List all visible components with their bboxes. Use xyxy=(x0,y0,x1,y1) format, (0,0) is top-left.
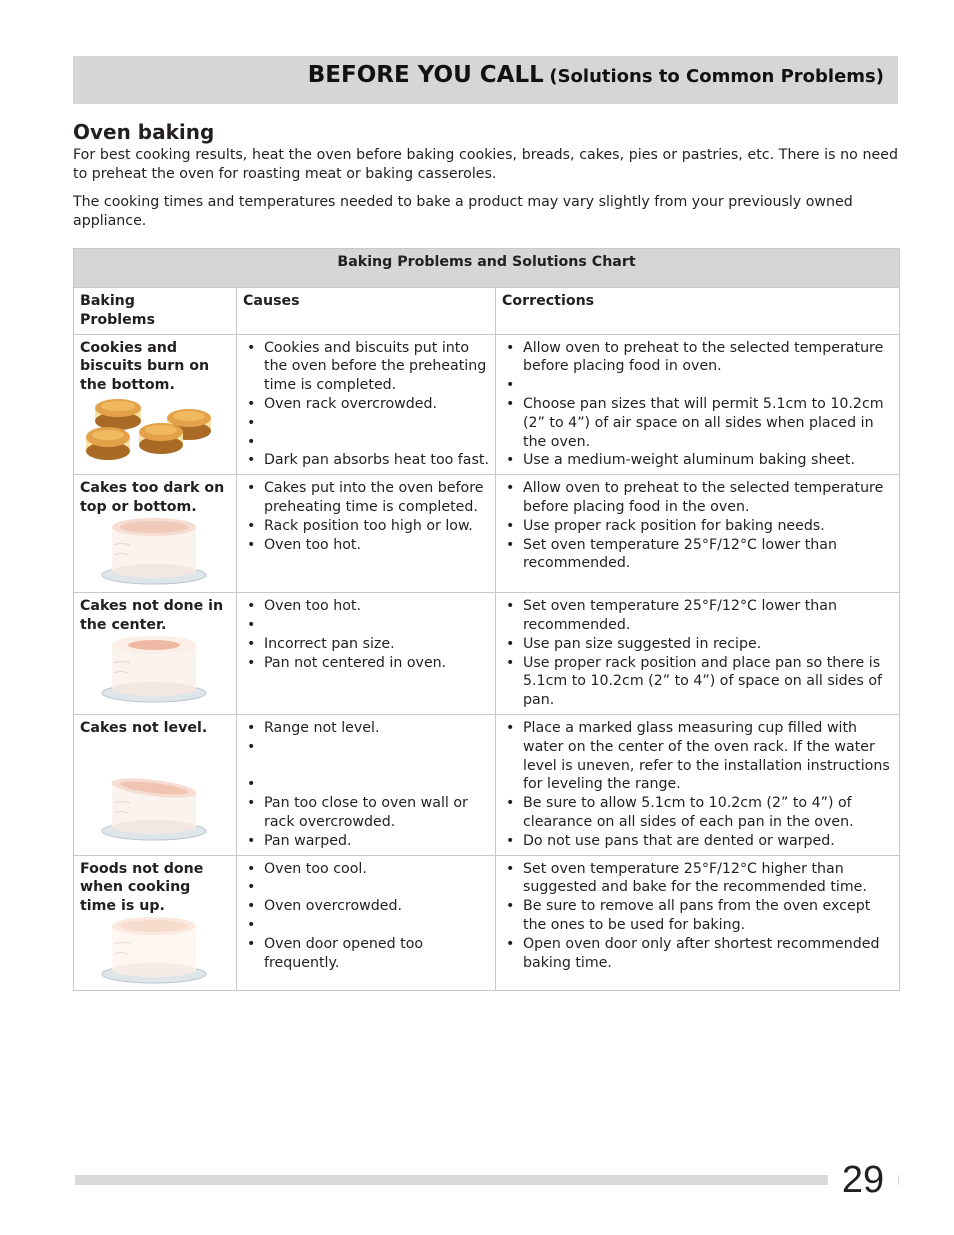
corrections-cell xyxy=(496,855,900,990)
list-item: • Oven too hot. xyxy=(243,597,489,616)
list-item: • Range not level. xyxy=(243,719,489,738)
table-row xyxy=(74,475,900,593)
header-bar xyxy=(73,56,898,104)
tilted-cake-icon xyxy=(100,771,210,841)
list-item: • Do not use pans that are dented or warped. xyxy=(502,832,893,851)
list-item: • Use proper rack position and place pan so there is 5.1cm to 10.2cm (2” to 4”) of space on all sides of pan. xyxy=(502,654,893,710)
list-item: • Set oven temperature 25°F/12°C lower than recommended. xyxy=(502,597,893,635)
table-row xyxy=(74,714,900,855)
intro-paragraph: For best cooking results, heat the oven before baking cookies, breads, cakes, pies or pastries, etc. There is no need to preheat the oven for roasting meat or baking casseroles. xyxy=(73,147,898,182)
list-item: • Allow oven to preheat to the selected temperature before placing food in oven. xyxy=(502,339,893,377)
page-title-main: BEFORE YOU CALL xyxy=(307,62,544,88)
problem-label: Cookies and biscuits burn on the bottom. xyxy=(80,339,210,394)
list-item: • Pan too close to oven wall or rack overcrowded. xyxy=(243,794,489,832)
list-item: • Use a medium-weight aluminum baking sheet. xyxy=(502,451,893,470)
spacer xyxy=(243,433,489,452)
list-item: • Oven too cool. xyxy=(243,860,489,879)
list-item: • Set oven temperature 25°F/12°C lower than recommended. xyxy=(502,536,893,574)
causes-cell xyxy=(237,334,496,475)
list-item: • Choose pan sizes that will permit 5.1cm to 10.2cm (2” to 4”) of air space on all sides when placed in the oven. xyxy=(502,395,893,451)
spacer xyxy=(243,414,489,433)
table-row xyxy=(74,855,900,990)
causes-cell xyxy=(237,593,496,715)
list-item: • Be sure to allow 5.1cm to 10.2cm (2” to 4”) of clearance on all sides of each pan in the oven. xyxy=(502,794,893,832)
cooking-times-paragraph: The cooking times and temperatures needed to bake a product may vary slightly from your previously owned appliance. xyxy=(73,194,853,229)
list-item: • Allow oven to preheat to the selected temperature before placing food in the oven. xyxy=(502,479,893,517)
corrections-cell xyxy=(496,334,900,475)
chart-title: Baking Problems and Solutions Chart xyxy=(74,249,900,288)
list-item: • Place a marked glass measuring cup filled with water on the center of the oven rack. If the water level is uneven, refer to the installation instructions for leveling the range. xyxy=(502,719,893,794)
causes-cell xyxy=(237,855,496,990)
corrections-cell xyxy=(496,714,900,855)
causes-cell xyxy=(237,714,496,855)
problem-cell xyxy=(74,855,237,990)
page-title-sub: (Solutions to Common Problems) xyxy=(549,66,884,87)
list-item: • Cakes put into the oven before preheating time is completed. xyxy=(243,479,489,517)
list-item: • Pan warped. xyxy=(243,832,489,851)
footer-bar xyxy=(75,1175,899,1185)
list-item: • Pan not centered in oven. xyxy=(243,654,489,673)
corrections-cell xyxy=(496,593,900,715)
column-header-causes: Causes xyxy=(237,288,496,335)
problem-cell xyxy=(74,714,237,855)
list-item: • Use pan size suggested in recipe. xyxy=(502,635,893,654)
corrections-cell xyxy=(496,475,900,593)
problem-label: Foods not done when cooking time is up. xyxy=(80,860,204,915)
spacer xyxy=(243,878,489,897)
problem-label: Cakes not level. xyxy=(80,719,208,736)
column-header-corrections: Corrections xyxy=(496,288,900,335)
baking-problems-table xyxy=(73,248,900,991)
problem-cell xyxy=(74,593,237,715)
list-item: • Dark pan absorbs heat too fast. xyxy=(243,451,489,470)
list-item: • Oven overcrowded. xyxy=(243,897,489,916)
spacer xyxy=(243,775,489,794)
list-item: • Be sure to remove all pans from the oven except the ones to be used for baking. xyxy=(502,897,893,935)
column-header-problems xyxy=(74,288,237,335)
problem-cell xyxy=(74,475,237,593)
problem-label: Cakes not done in the center. xyxy=(80,598,224,633)
cake-icon xyxy=(100,916,210,984)
spacer xyxy=(243,738,489,776)
table-row xyxy=(74,334,900,475)
cake-icon xyxy=(100,517,210,585)
causes-cell xyxy=(237,475,496,593)
list-item: • Incorrect pan size. xyxy=(243,635,489,654)
list-item: • Oven door opened too frequently. xyxy=(243,935,489,973)
table-row xyxy=(74,593,900,715)
column-header-problems-label: Baking Problems xyxy=(80,293,156,328)
cookies-icon xyxy=(84,395,219,463)
section-title: Oven baking xyxy=(73,120,215,144)
problem-cell xyxy=(74,334,237,475)
list-item: • Rack position too high or low. xyxy=(243,517,489,536)
cake-icon xyxy=(100,635,210,703)
list-item: • Set oven temperature 25°F/12°C higher than suggested and bake for the recommended time. xyxy=(502,860,893,898)
list-item: • Oven too hot. xyxy=(243,536,489,555)
spacer xyxy=(243,916,489,935)
list-item: • Open oven door only after shortest recommended baking time. xyxy=(502,935,893,973)
page-number: 29 xyxy=(828,1156,898,1204)
list-item: • Oven rack overcrowded. xyxy=(243,395,489,414)
spacer xyxy=(502,376,893,395)
list-item: • Cookies and biscuits put into the oven before the preheating time is completed. xyxy=(243,339,489,395)
list-item: • Use proper rack position for baking needs. xyxy=(502,517,893,536)
spacer xyxy=(243,616,489,635)
page-title xyxy=(308,62,884,88)
problem-label: Cakes too dark on top or bottom. xyxy=(80,480,225,515)
